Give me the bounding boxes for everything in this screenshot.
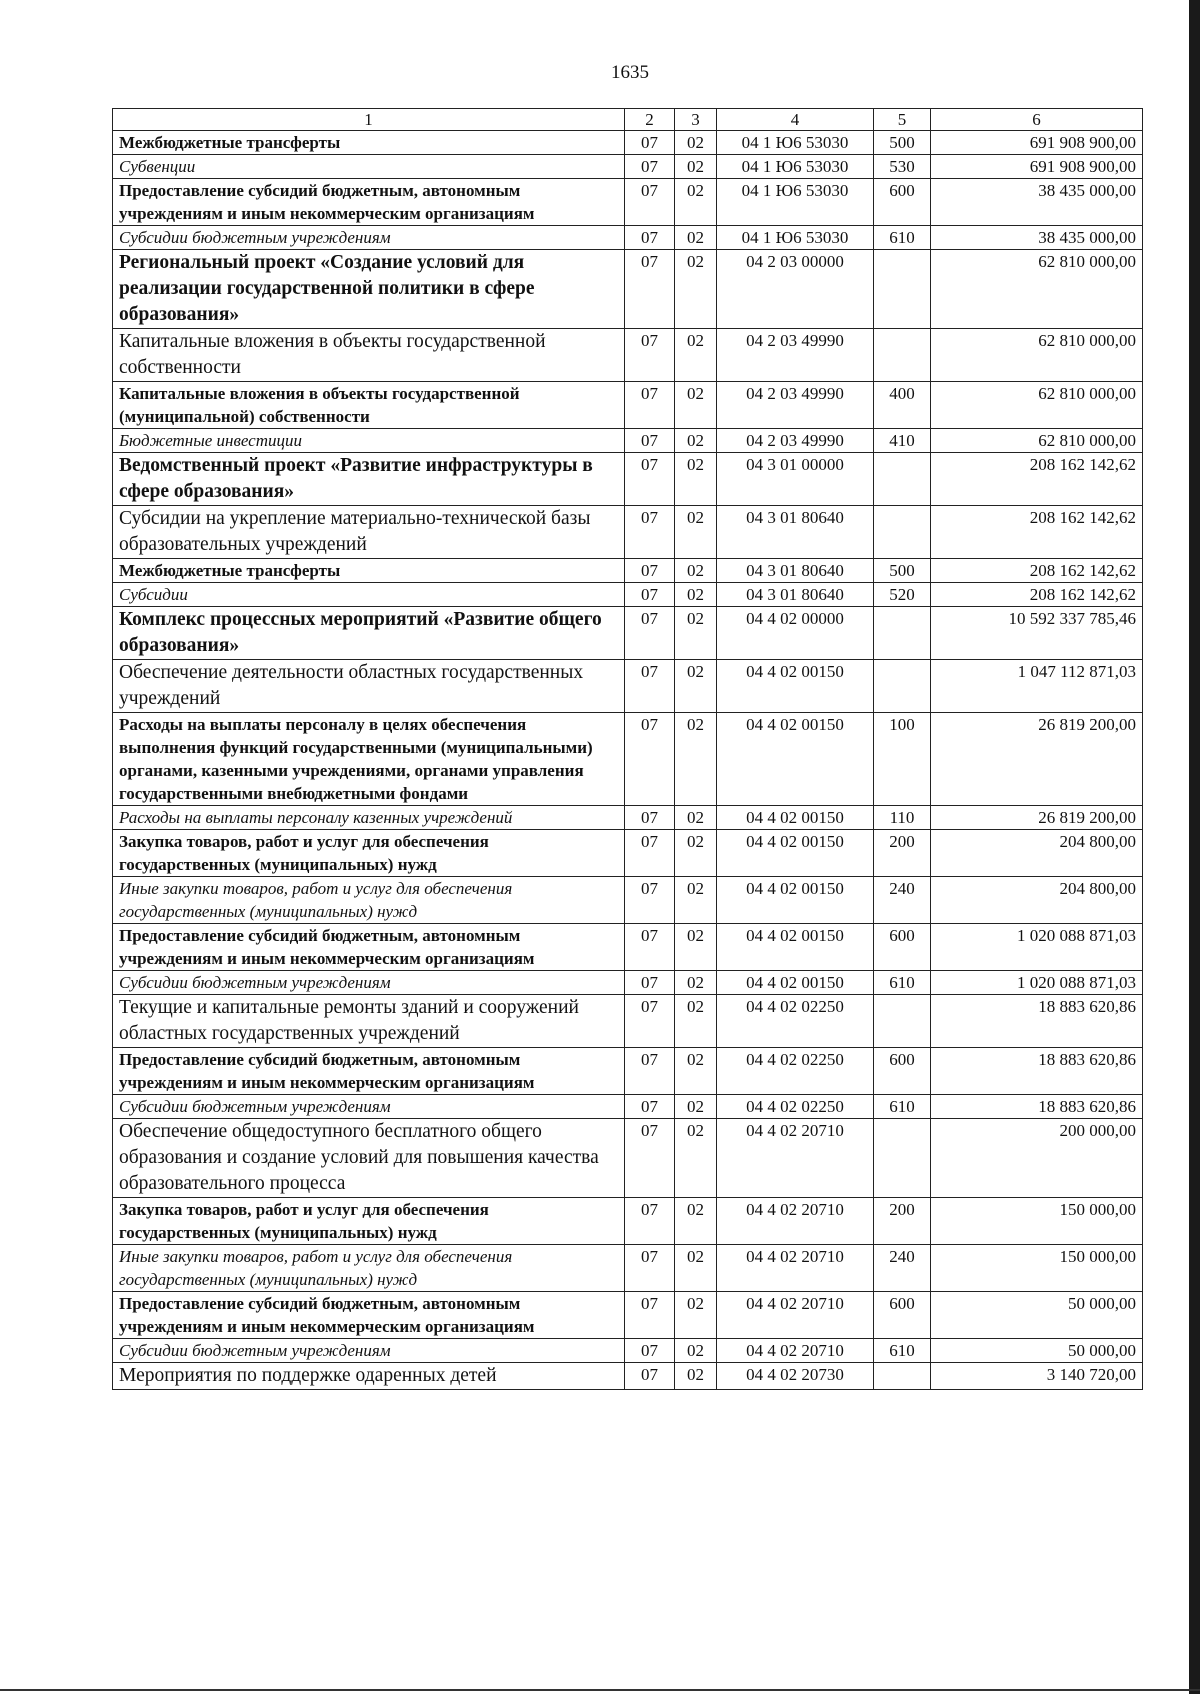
table-row — [113, 226, 1143, 250]
subsection-code-cell: 02 — [675, 1363, 717, 1390]
header-cell-4: 4 — [717, 109, 874, 131]
header-cell-2: 2 — [625, 109, 675, 131]
item-name-cell: Закупка товаров, работ и услуг для обеспечения государственных (муниципальных) нужд — [113, 1198, 625, 1245]
amount-cell: 10 592 337 785,46 — [931, 607, 1143, 660]
expense-type-cell: 520 — [874, 583, 931, 607]
target-article-cell: 04 1 Ю6 53030 — [717, 131, 874, 155]
amount-cell: 1 020 088 871,03 — [931, 971, 1143, 995]
expense-type-cell: 610 — [874, 1339, 931, 1363]
item-name-cell: Субвенции — [113, 155, 625, 179]
target-article-cell: 04 4 02 02250 — [717, 1048, 874, 1095]
subsection-code-cell: 02 — [675, 1198, 717, 1245]
item-name-cell: Капитальные вложения в объекты государственной собственности — [113, 329, 625, 382]
expense-type-cell: 610 — [874, 971, 931, 995]
target-article-cell: 04 4 02 02250 — [717, 1095, 874, 1119]
amount-cell: 208 162 142,62 — [931, 583, 1143, 607]
target-article-cell: 04 3 01 00000 — [717, 453, 874, 506]
item-name-cell: Иные закупки товаров, работ и услуг для обеспечения государственных (муниципальных) нужд — [113, 877, 625, 924]
expense-type-cell — [874, 453, 931, 506]
header-cell-5: 5 — [874, 109, 931, 131]
target-article-cell: 04 4 02 00150 — [717, 713, 874, 806]
table-row — [113, 329, 1143, 382]
expense-type-cell: 600 — [874, 1292, 931, 1339]
item-name-cell: Капитальные вложения в объекты государственной (муниципальной) собственности — [113, 382, 625, 429]
expense-type-cell — [874, 660, 931, 713]
item-name-cell: Иные закупки товаров, работ и услуг для обеспечения государственных (муниципальных) нужд — [113, 1245, 625, 1292]
section-code-cell: 07 — [625, 131, 675, 155]
amount-cell: 62 810 000,00 — [931, 329, 1143, 382]
table-row — [113, 877, 1143, 924]
item-name-cell: Ведомственный проект «Развитие инфраструктуры в сфере образования» — [113, 453, 625, 506]
table-row — [113, 583, 1143, 607]
target-article-cell: 04 4 02 20730 — [717, 1363, 874, 1390]
subsection-code-cell: 02 — [675, 607, 717, 660]
subsection-code-cell: 02 — [675, 971, 717, 995]
section-code-cell: 07 — [625, 924, 675, 971]
table-row — [113, 971, 1143, 995]
subsection-code-cell: 02 — [675, 995, 717, 1048]
target-article-cell: 04 4 02 00150 — [717, 830, 874, 877]
item-name-cell: Закупка товаров, работ и услуг для обеспечения государственных (муниципальных) нужд — [113, 830, 625, 877]
amount-cell: 26 819 200,00 — [931, 713, 1143, 806]
table-row — [113, 1245, 1143, 1292]
item-name-cell: Субсидии на укрепление материально-технической базы образовательных учреждений — [113, 506, 625, 559]
section-code-cell: 07 — [625, 1095, 675, 1119]
subsection-code-cell: 02 — [675, 830, 717, 877]
subsection-code-cell: 02 — [675, 1245, 717, 1292]
table-row — [113, 559, 1143, 583]
section-code-cell: 07 — [625, 995, 675, 1048]
target-article-cell: 04 4 02 20710 — [717, 1245, 874, 1292]
table-row — [113, 250, 1143, 329]
expense-type-cell — [874, 995, 931, 1048]
subsection-code-cell: 02 — [675, 155, 717, 179]
target-article-cell: 04 1 Ю6 53030 — [717, 155, 874, 179]
item-name-cell: Субсидии бюджетным учреждениям — [113, 1095, 625, 1119]
item-name-cell: Предоставление субсидий бюджетным, автономным учреждениям и иным некоммерческим организациям — [113, 179, 625, 226]
expense-type-cell: 100 — [874, 713, 931, 806]
section-code-cell: 07 — [625, 1363, 675, 1390]
expense-type-cell: 500 — [874, 131, 931, 155]
target-article-cell: 04 4 02 00150 — [717, 877, 874, 924]
expense-type-cell: 410 — [874, 429, 931, 453]
amount-cell: 62 810 000,00 — [931, 382, 1143, 429]
subsection-code-cell: 02 — [675, 713, 717, 806]
table-row — [113, 660, 1143, 713]
subsection-code-cell: 02 — [675, 660, 717, 713]
target-article-cell: 04 2 03 00000 — [717, 250, 874, 329]
subsection-code-cell: 02 — [675, 1339, 717, 1363]
item-name-cell: Комплекс процессных мероприятий «Развитие общего образования» — [113, 607, 625, 660]
subsection-code-cell: 02 — [675, 329, 717, 382]
target-article-cell: 04 4 02 00150 — [717, 924, 874, 971]
amount-cell: 150 000,00 — [931, 1245, 1143, 1292]
amount-cell: 200 000,00 — [931, 1119, 1143, 1198]
subsection-code-cell: 02 — [675, 131, 717, 155]
section-code-cell: 07 — [625, 559, 675, 583]
target-article-cell: 04 3 01 80640 — [717, 559, 874, 583]
target-article-cell: 04 4 02 20710 — [717, 1292, 874, 1339]
expense-type-cell: 240 — [874, 877, 931, 924]
target-article-cell: 04 4 02 20710 — [717, 1119, 874, 1198]
budget-table — [112, 108, 1143, 1390]
expense-type-cell: 600 — [874, 924, 931, 971]
section-code-cell: 07 — [625, 660, 675, 713]
subsection-code-cell: 02 — [675, 453, 717, 506]
amount-cell: 1 047 112 871,03 — [931, 660, 1143, 713]
subsection-code-cell: 02 — [675, 924, 717, 971]
item-name-cell: Расходы на выплаты персоналу в целях обеспечения выполнения функций государственными (муниципальными) органами, казенными учреждениями, органами управления государственными внебюджетными фондами — [113, 713, 625, 806]
table-row — [113, 453, 1143, 506]
target-article-cell: 04 4 02 00150 — [717, 806, 874, 830]
table-row — [113, 1048, 1143, 1095]
item-name-cell: Региональный проект «Создание условий для реализации государственной политики в сфере образования» — [113, 250, 625, 329]
subsection-code-cell: 02 — [675, 382, 717, 429]
expense-type-cell: 200 — [874, 1198, 931, 1245]
target-article-cell: 04 4 02 00000 — [717, 607, 874, 660]
expense-type-cell: 200 — [874, 830, 931, 877]
item-name-cell: Субсидии бюджетным учреждениям — [113, 971, 625, 995]
table-row — [113, 1363, 1143, 1390]
table-row — [113, 607, 1143, 660]
section-code-cell: 07 — [625, 179, 675, 226]
table-row — [113, 506, 1143, 559]
amount-cell: 150 000,00 — [931, 1198, 1143, 1245]
subsection-code-cell: 02 — [675, 806, 717, 830]
section-code-cell: 07 — [625, 583, 675, 607]
amount-cell: 208 162 142,62 — [931, 559, 1143, 583]
section-code-cell: 07 — [625, 1198, 675, 1245]
table-row — [113, 924, 1143, 971]
table-row — [113, 1095, 1143, 1119]
amount-cell: 208 162 142,62 — [931, 453, 1143, 506]
section-code-cell: 07 — [625, 971, 675, 995]
expense-type-cell — [874, 1119, 931, 1198]
amount-cell: 50 000,00 — [931, 1339, 1143, 1363]
section-code-cell: 07 — [625, 1245, 675, 1292]
table-row — [113, 830, 1143, 877]
table-row — [113, 179, 1143, 226]
subsection-code-cell: 02 — [675, 559, 717, 583]
item-name-cell: Субсидии бюджетным учреждениям — [113, 1339, 625, 1363]
amount-cell: 3 140 720,00 — [931, 1363, 1143, 1390]
item-name-cell: Текущие и капитальные ремонты зданий и сооружений областных государственных учреждений — [113, 995, 625, 1048]
budget-table-body — [113, 109, 1143, 1390]
table-row — [113, 995, 1143, 1048]
target-article-cell: 04 2 03 49990 — [717, 429, 874, 453]
amount-cell: 208 162 142,62 — [931, 506, 1143, 559]
expense-type-cell: 600 — [874, 179, 931, 226]
target-article-cell: 04 3 01 80640 — [717, 583, 874, 607]
table-row — [113, 429, 1143, 453]
item-name-cell: Мероприятия по поддержке одаренных детей — [113, 1363, 625, 1390]
header-cell-6: 6 — [931, 109, 1143, 131]
amount-cell: 62 810 000,00 — [931, 429, 1143, 453]
amount-cell: 691 908 900,00 — [931, 131, 1143, 155]
amount-cell: 26 819 200,00 — [931, 806, 1143, 830]
section-code-cell: 07 — [625, 1048, 675, 1095]
page-number: 1635 — [611, 62, 649, 83]
table-row — [113, 1198, 1143, 1245]
expense-type-cell — [874, 506, 931, 559]
target-article-cell: 04 4 02 02250 — [717, 995, 874, 1048]
expense-type-cell: 610 — [874, 1095, 931, 1119]
subsection-code-cell: 02 — [675, 1048, 717, 1095]
section-code-cell: 07 — [625, 1339, 675, 1363]
header-cell-1: 1 — [113, 109, 625, 131]
section-code-cell: 07 — [625, 1292, 675, 1339]
table-row — [113, 131, 1143, 155]
amount-cell: 691 908 900,00 — [931, 155, 1143, 179]
item-name-cell: Предоставление субсидий бюджетным, автономным учреждениям и иным некоммерческим организациям — [113, 924, 625, 971]
amount-cell: 1 020 088 871,03 — [931, 924, 1143, 971]
amount-cell: 204 800,00 — [931, 830, 1143, 877]
table-row — [113, 155, 1143, 179]
section-code-cell: 07 — [625, 250, 675, 329]
amount-cell: 38 435 000,00 — [931, 179, 1143, 226]
subsection-code-cell: 02 — [675, 1119, 717, 1198]
expense-type-cell — [874, 1363, 931, 1390]
item-name-cell: Предоставление субсидий бюджетным, автономным учреждениям и иным некоммерческим организациям — [113, 1048, 625, 1095]
table-row — [113, 382, 1143, 429]
amount-cell: 18 883 620,86 — [931, 1048, 1143, 1095]
expense-type-cell: 600 — [874, 1048, 931, 1095]
subsection-code-cell: 02 — [675, 506, 717, 559]
item-name-cell: Субсидии — [113, 583, 625, 607]
amount-cell: 18 883 620,86 — [931, 1095, 1143, 1119]
expense-type-cell: 530 — [874, 155, 931, 179]
section-code-cell: 07 — [625, 877, 675, 924]
target-article-cell: 04 2 03 49990 — [717, 382, 874, 429]
section-code-cell: 07 — [625, 382, 675, 429]
section-code-cell: 07 — [625, 713, 675, 806]
target-article-cell: 04 1 Ю6 53030 — [717, 179, 874, 226]
subsection-code-cell: 02 — [675, 583, 717, 607]
item-name-cell: Обеспечение деятельности областных государственных учреждений — [113, 660, 625, 713]
item-name-cell: Обеспечение общедоступного бесплатного общего образования и создание условий для повышения качества образовательного процесса — [113, 1119, 625, 1198]
section-code-cell: 07 — [625, 830, 675, 877]
target-article-cell: 04 4 02 00150 — [717, 971, 874, 995]
section-code-cell: 07 — [625, 1119, 675, 1198]
table-row — [113, 713, 1143, 806]
item-name-cell: Межбюджетные трансферты — [113, 131, 625, 155]
subsection-code-cell: 02 — [675, 179, 717, 226]
target-article-cell: 04 2 03 49990 — [717, 329, 874, 382]
amount-cell: 204 800,00 — [931, 877, 1143, 924]
expense-type-cell: 500 — [874, 559, 931, 583]
header-cell-3: 3 — [675, 109, 717, 131]
target-article-cell: 04 4 02 20710 — [717, 1198, 874, 1245]
expense-type-cell: 400 — [874, 382, 931, 429]
amount-cell: 50 000,00 — [931, 1292, 1143, 1339]
expense-type-cell: 240 — [874, 1245, 931, 1292]
amount-cell: 62 810 000,00 — [931, 250, 1143, 329]
subsection-code-cell: 02 — [675, 1292, 717, 1339]
item-name-cell: Субсидии бюджетным учреждениям — [113, 226, 625, 250]
item-name-cell: Межбюджетные трансферты — [113, 559, 625, 583]
subsection-code-cell: 02 — [675, 226, 717, 250]
table-row — [113, 1292, 1143, 1339]
section-code-cell: 07 — [625, 226, 675, 250]
subsection-code-cell: 02 — [675, 1095, 717, 1119]
item-name-cell: Расходы на выплаты персоналу казенных учреждений — [113, 806, 625, 830]
section-code-cell: 07 — [625, 429, 675, 453]
expense-type-cell — [874, 329, 931, 382]
section-code-cell: 07 — [625, 453, 675, 506]
table-row — [113, 1339, 1143, 1363]
item-name-cell: Бюджетные инвестиции — [113, 429, 625, 453]
section-code-cell: 07 — [625, 155, 675, 179]
section-code-cell: 07 — [625, 506, 675, 559]
expense-type-cell — [874, 250, 931, 329]
item-name-cell: Предоставление субсидий бюджетным, автономным учреждениям и иным некоммерческим организациям — [113, 1292, 625, 1339]
subsection-code-cell: 02 — [675, 877, 717, 924]
target-article-cell: 04 4 02 20710 — [717, 1339, 874, 1363]
scan-edge-bar — [1189, 0, 1200, 1694]
scan-bottom-line — [0, 1689, 1200, 1691]
expense-type-cell: 610 — [874, 226, 931, 250]
expense-type-cell: 110 — [874, 806, 931, 830]
table-row — [113, 806, 1143, 830]
target-article-cell: 04 3 01 80640 — [717, 506, 874, 559]
table-header-row — [113, 109, 1143, 131]
section-code-cell: 07 — [625, 329, 675, 382]
section-code-cell: 07 — [625, 607, 675, 660]
expense-type-cell — [874, 607, 931, 660]
amount-cell: 18 883 620,86 — [931, 995, 1143, 1048]
target-article-cell: 04 1 Ю6 53030 — [717, 226, 874, 250]
subsection-code-cell: 02 — [675, 250, 717, 329]
target-article-cell: 04 4 02 00150 — [717, 660, 874, 713]
table-row — [113, 1119, 1143, 1198]
amount-cell: 38 435 000,00 — [931, 226, 1143, 250]
section-code-cell: 07 — [625, 806, 675, 830]
subsection-code-cell: 02 — [675, 429, 717, 453]
